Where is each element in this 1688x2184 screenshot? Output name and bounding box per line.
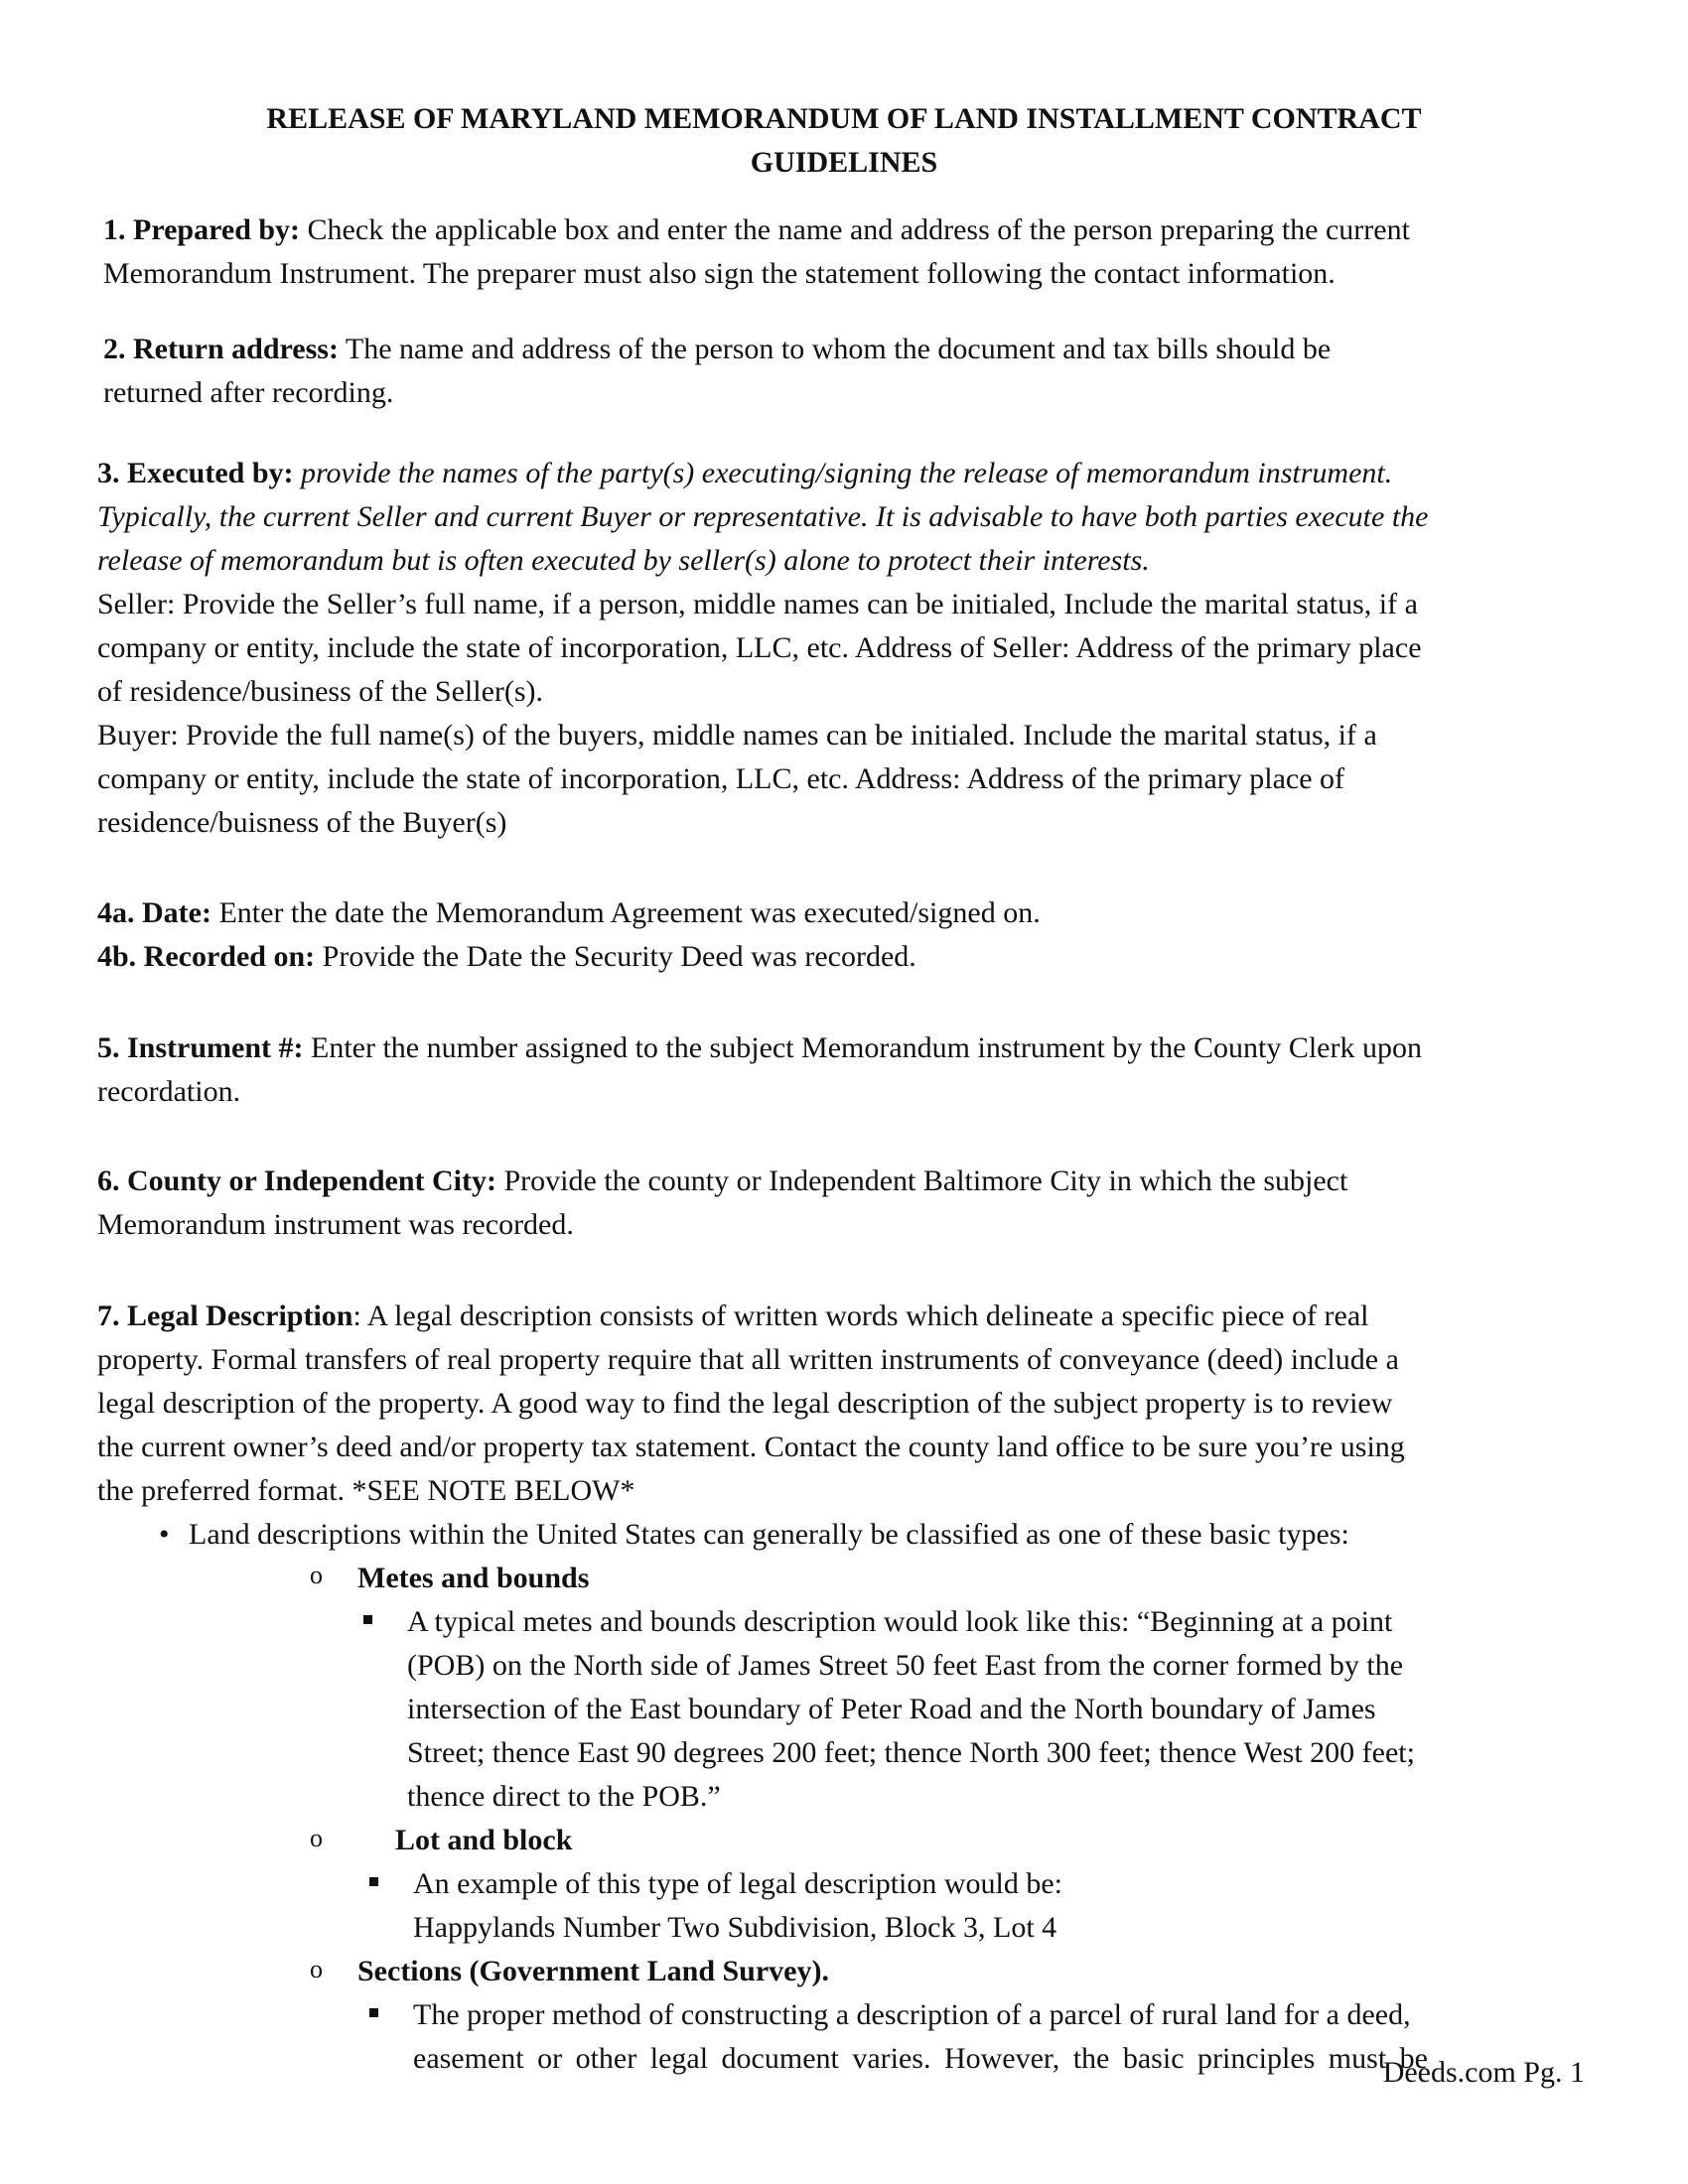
section-text: The name and address of the person to whom the document and tax bills should be <box>338 333 1332 365</box>
section-executed-by <box>97 452 1577 845</box>
section-label: 4b. Recorded on: <box>97 940 316 973</box>
section-text: Enter the date the Memorandum Agreement was executed/signed on. <box>211 896 1041 929</box>
section-label: 4a. Date: <box>97 896 211 929</box>
section-text: release of memorandum but is often executed by seller(s) alone to protect their interests. <box>97 544 1150 577</box>
seller-text: of residence/business of the Seller(s). <box>97 675 544 708</box>
section-text: Provide the county or Independent Baltimore City in which the subject <box>496 1164 1348 1197</box>
section-return-address <box>103 328 1583 415</box>
description-line: An example of this type of legal description would be: <box>413 1867 1063 1900</box>
section-text: legal description of the property. A good way to find the legal description of the subject property is to review <box>97 1387 1393 1420</box>
description-line: The proper method of constructing a description of a parcel of rural land for a deed, <box>413 1998 1411 2031</box>
type-heading: Lot and block <box>395 1824 573 1856</box>
sub-sub-bullet-marker <box>363 1615 372 1624</box>
section-county <box>97 1160 1577 1247</box>
section-text: recordation. <box>97 1075 241 1108</box>
section-text: the current owner’s deed and/or property tax statement. Contact the county land office to be sure you’re using <box>97 1431 1405 1463</box>
section-text: Provide the Date the Security Deed was recorded. <box>315 940 916 973</box>
seller-text: company or entity, include the state of incorporation, LLC, etc. Address of Seller: Address of the primary place <box>97 631 1422 664</box>
title-line-2: GUIDELINES <box>750 146 938 179</box>
description-line: Street; thence East 90 degrees 200 feet; thence North 300 feet; thence West 200 feet; <box>407 1736 1415 1769</box>
section-text: : A legal description consists of written words which delineate a specific piece of real <box>352 1299 1369 1332</box>
bullet-marker: • <box>159 1518 170 1551</box>
sub-sub-bullet-marker <box>369 2008 378 2017</box>
description-line: thence direct to the POB.” <box>407 1780 721 1813</box>
buyer-text: Buyer: Provide the full name(s) of the buyers, middle names can be initialed. Include the marital status, if a <box>97 719 1377 751</box>
section-text: the preferred format. *SEE NOTE BELOW* <box>97 1474 635 1507</box>
title-line-1: RELEASE OF MARYLAND MEMORANDUM OF LAND INSTALLMENT CONTRACT <box>266 102 1422 135</box>
section-label: 1. Prepared by: <box>103 213 301 246</box>
buyer-text: company or entity, include the state of incorporation, LLC, etc. Address: Address of the primary place of <box>97 762 1345 795</box>
section-label: 7. Legal Description <box>97 1299 353 1332</box>
description-line: A typical metes and bounds description would look like this: “Beginning at a point <box>407 1605 1393 1638</box>
section-text: Typically, the current Seller and current Buyer or representative. It is advisable to have both parties execute the <box>97 500 1429 533</box>
section-text: returned after recording. <box>103 376 394 409</box>
type-heading: Metes and bounds <box>357 1562 590 1594</box>
section-prepared-by <box>103 208 1583 296</box>
section-legal-description <box>97 1295 1577 1513</box>
sub-sub-bullet-marker <box>369 1877 378 1886</box>
sub-bullet-marker: o <box>310 1955 323 1983</box>
type-description <box>407 1600 1579 1819</box>
description-line: Happylands Number Two Subdivision, Block 3, Lot 4 <box>413 1911 1057 1944</box>
section-label: 5. Instrument #: <box>97 1031 304 1064</box>
section-label: 6. County or Independent City: <box>97 1164 496 1197</box>
page-footer: Deeds.com Pg. 1 <box>1382 2056 1585 2089</box>
document-title <box>179 97 1509 185</box>
section-text: Check the applicable box and enter the name and address of the person preparing the current <box>300 213 1410 246</box>
section-text: Memorandum Instrument. The preparer must also sign the statement following the contact information. <box>103 257 1336 290</box>
sub-bullet-marker: o <box>310 1561 323 1589</box>
section-label: 2. Return address: <box>103 333 339 365</box>
type-heading: Sections (Government Land Survey). <box>357 1955 829 1987</box>
section-text: Memorandum instrument was recorded. <box>97 1208 574 1241</box>
bullet-item: Land descriptions within the United States can generally be classified as one of these basic types: <box>189 1518 1349 1551</box>
type-description <box>413 1862 1585 1950</box>
sub-bullet-marker: o <box>310 1824 323 1852</box>
description-line: intersection of the East boundary of Peter Road and the North boundary of James <box>407 1693 1376 1725</box>
section-text: property. Formal transfers of real property require that all written instruments of conveyance (deed) include a <box>97 1343 1399 1376</box>
seller-text: Seller: Provide the Seller’s full name, if a person, middle names can be initialed, Include the marital status, if a <box>97 588 1418 620</box>
section-label: 3. Executed by: <box>97 457 294 489</box>
description-line: (POB) on the North side of James Street 50 feet East from the corner formed by the <box>407 1649 1404 1682</box>
section-dates <box>97 891 1577 979</box>
buyer-text: residence/buisness of the Buyer(s) <box>97 806 507 839</box>
section-text: provide the names of the party(s) executing/signing the release of memorandum instrument. <box>293 457 1393 489</box>
section-text: Enter the number assigned to the subject Memorandum instrument by the County Clerk upon <box>303 1031 1422 1064</box>
description-line: easement or other legal document varies. However, the basic principles must be <box>413 2042 1428 2075</box>
section-instrument-number <box>97 1026 1577 1114</box>
